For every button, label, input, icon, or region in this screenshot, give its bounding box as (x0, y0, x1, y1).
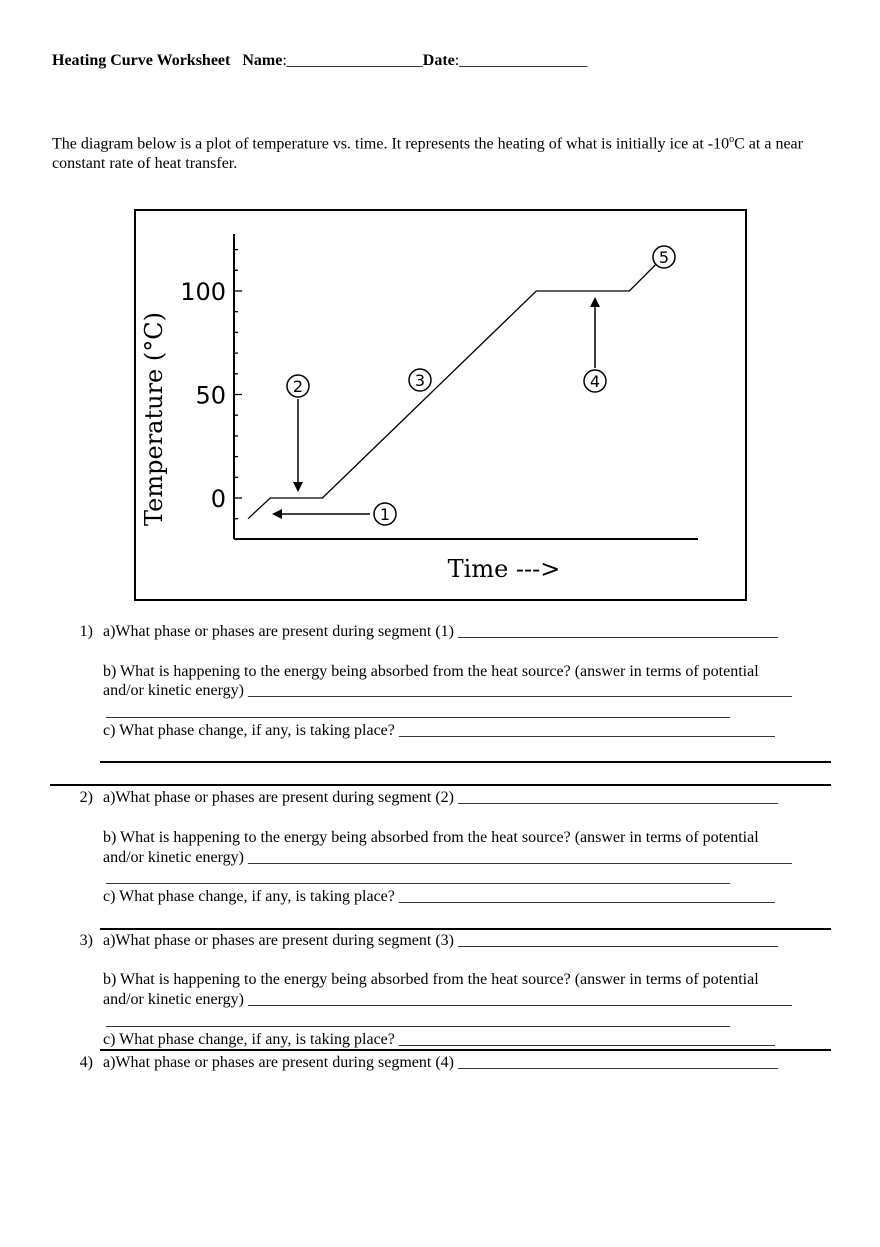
x-axis-label: Time ---> (447, 555, 561, 583)
y-axis-label: Temperature (°C) (140, 312, 168, 526)
name-field[interactable]: :_________________ (282, 52, 423, 69)
worksheet-title: Heating Curve Worksheet (52, 52, 231, 69)
answer-line[interactable]: ______________________________________________________________________________ (106, 1012, 730, 1029)
degree-superscript: o (729, 134, 735, 145)
question-2a: a)What phase or phases are present during segment (2) ________________________________________ (103, 789, 778, 806)
question-1b-answer-line[interactable]: and/or kinetic energy) ____________________________________________________________________ (103, 682, 792, 699)
question-1b: b) What is happening to the energy being absorbed from the heat source? (answer in terms of potential (103, 663, 759, 680)
intro-paragraph (52, 130, 842, 174)
question-number: 3) (79, 932, 93, 949)
segment-label: 4 (589, 372, 601, 391)
intro-text-after: C at a near constant rate of heat transfer. (52, 135, 803, 173)
divider-line (50, 784, 831, 786)
question-3c: c) What phase change, if any, is taking place? _______________________________________________ (103, 1031, 775, 1048)
name-label: Name (242, 52, 283, 69)
answer-line[interactable]: ______________________________________________________________________________ (106, 869, 730, 886)
heating-curve-chart (134, 209, 748, 603)
question-2c: c) What phase change, if any, is taking place? _______________________________________________ (103, 888, 775, 905)
question-3a: a)What phase or phases are present during segment (3) ________________________________________ (103, 932, 778, 949)
worksheet-header (52, 52, 587, 70)
question-3b: b) What is happening to the energy being absorbed from the heat source? (answer in terms of potential (103, 971, 759, 988)
segment-label: 3 (414, 371, 426, 390)
date-label: Date (422, 52, 455, 69)
y-tick-label: 0 (210, 485, 226, 513)
question-2b-answer-line[interactable]: and/or kinetic energy) ____________________________________________________________________ (103, 849, 792, 866)
intro-text-before: The diagram below is a plot of temperature vs. time. It represents the heating of what is initially ice at -10 (52, 135, 730, 153)
question-number: 1) (79, 623, 93, 640)
divider-line (100, 928, 831, 930)
question-number: 4) (79, 1054, 93, 1071)
divider-line (100, 761, 831, 763)
y-tick-label: 100 (180, 278, 226, 306)
question-2b: b) What is happening to the energy being absorbed from the heat source? (answer in terms of potential (103, 829, 759, 846)
question-4a: a)What phase or phases are present during segment (4) ________________________________________ (103, 1054, 778, 1071)
segment-label: 1 (379, 505, 391, 524)
segment-label: 5 (658, 248, 670, 267)
date-field[interactable]: :________________ (454, 52, 588, 69)
question-1a: a)What phase or phases are present during segment (1) ________________________________________ (103, 623, 778, 640)
segment-label: 2 (292, 377, 304, 396)
question-1c: c) What phase change, if any, is taking place? _______________________________________________ (103, 722, 775, 739)
answer-line[interactable]: ______________________________________________________________________________ (106, 703, 730, 720)
question-3b-answer-line[interactable]: and/or kinetic energy) ____________________________________________________________________ (103, 991, 792, 1008)
divider-line (100, 1049, 831, 1051)
question-number: 2) (79, 789, 93, 806)
y-tick-label: 50 (195, 381, 226, 410)
chart-frame (135, 210, 746, 600)
